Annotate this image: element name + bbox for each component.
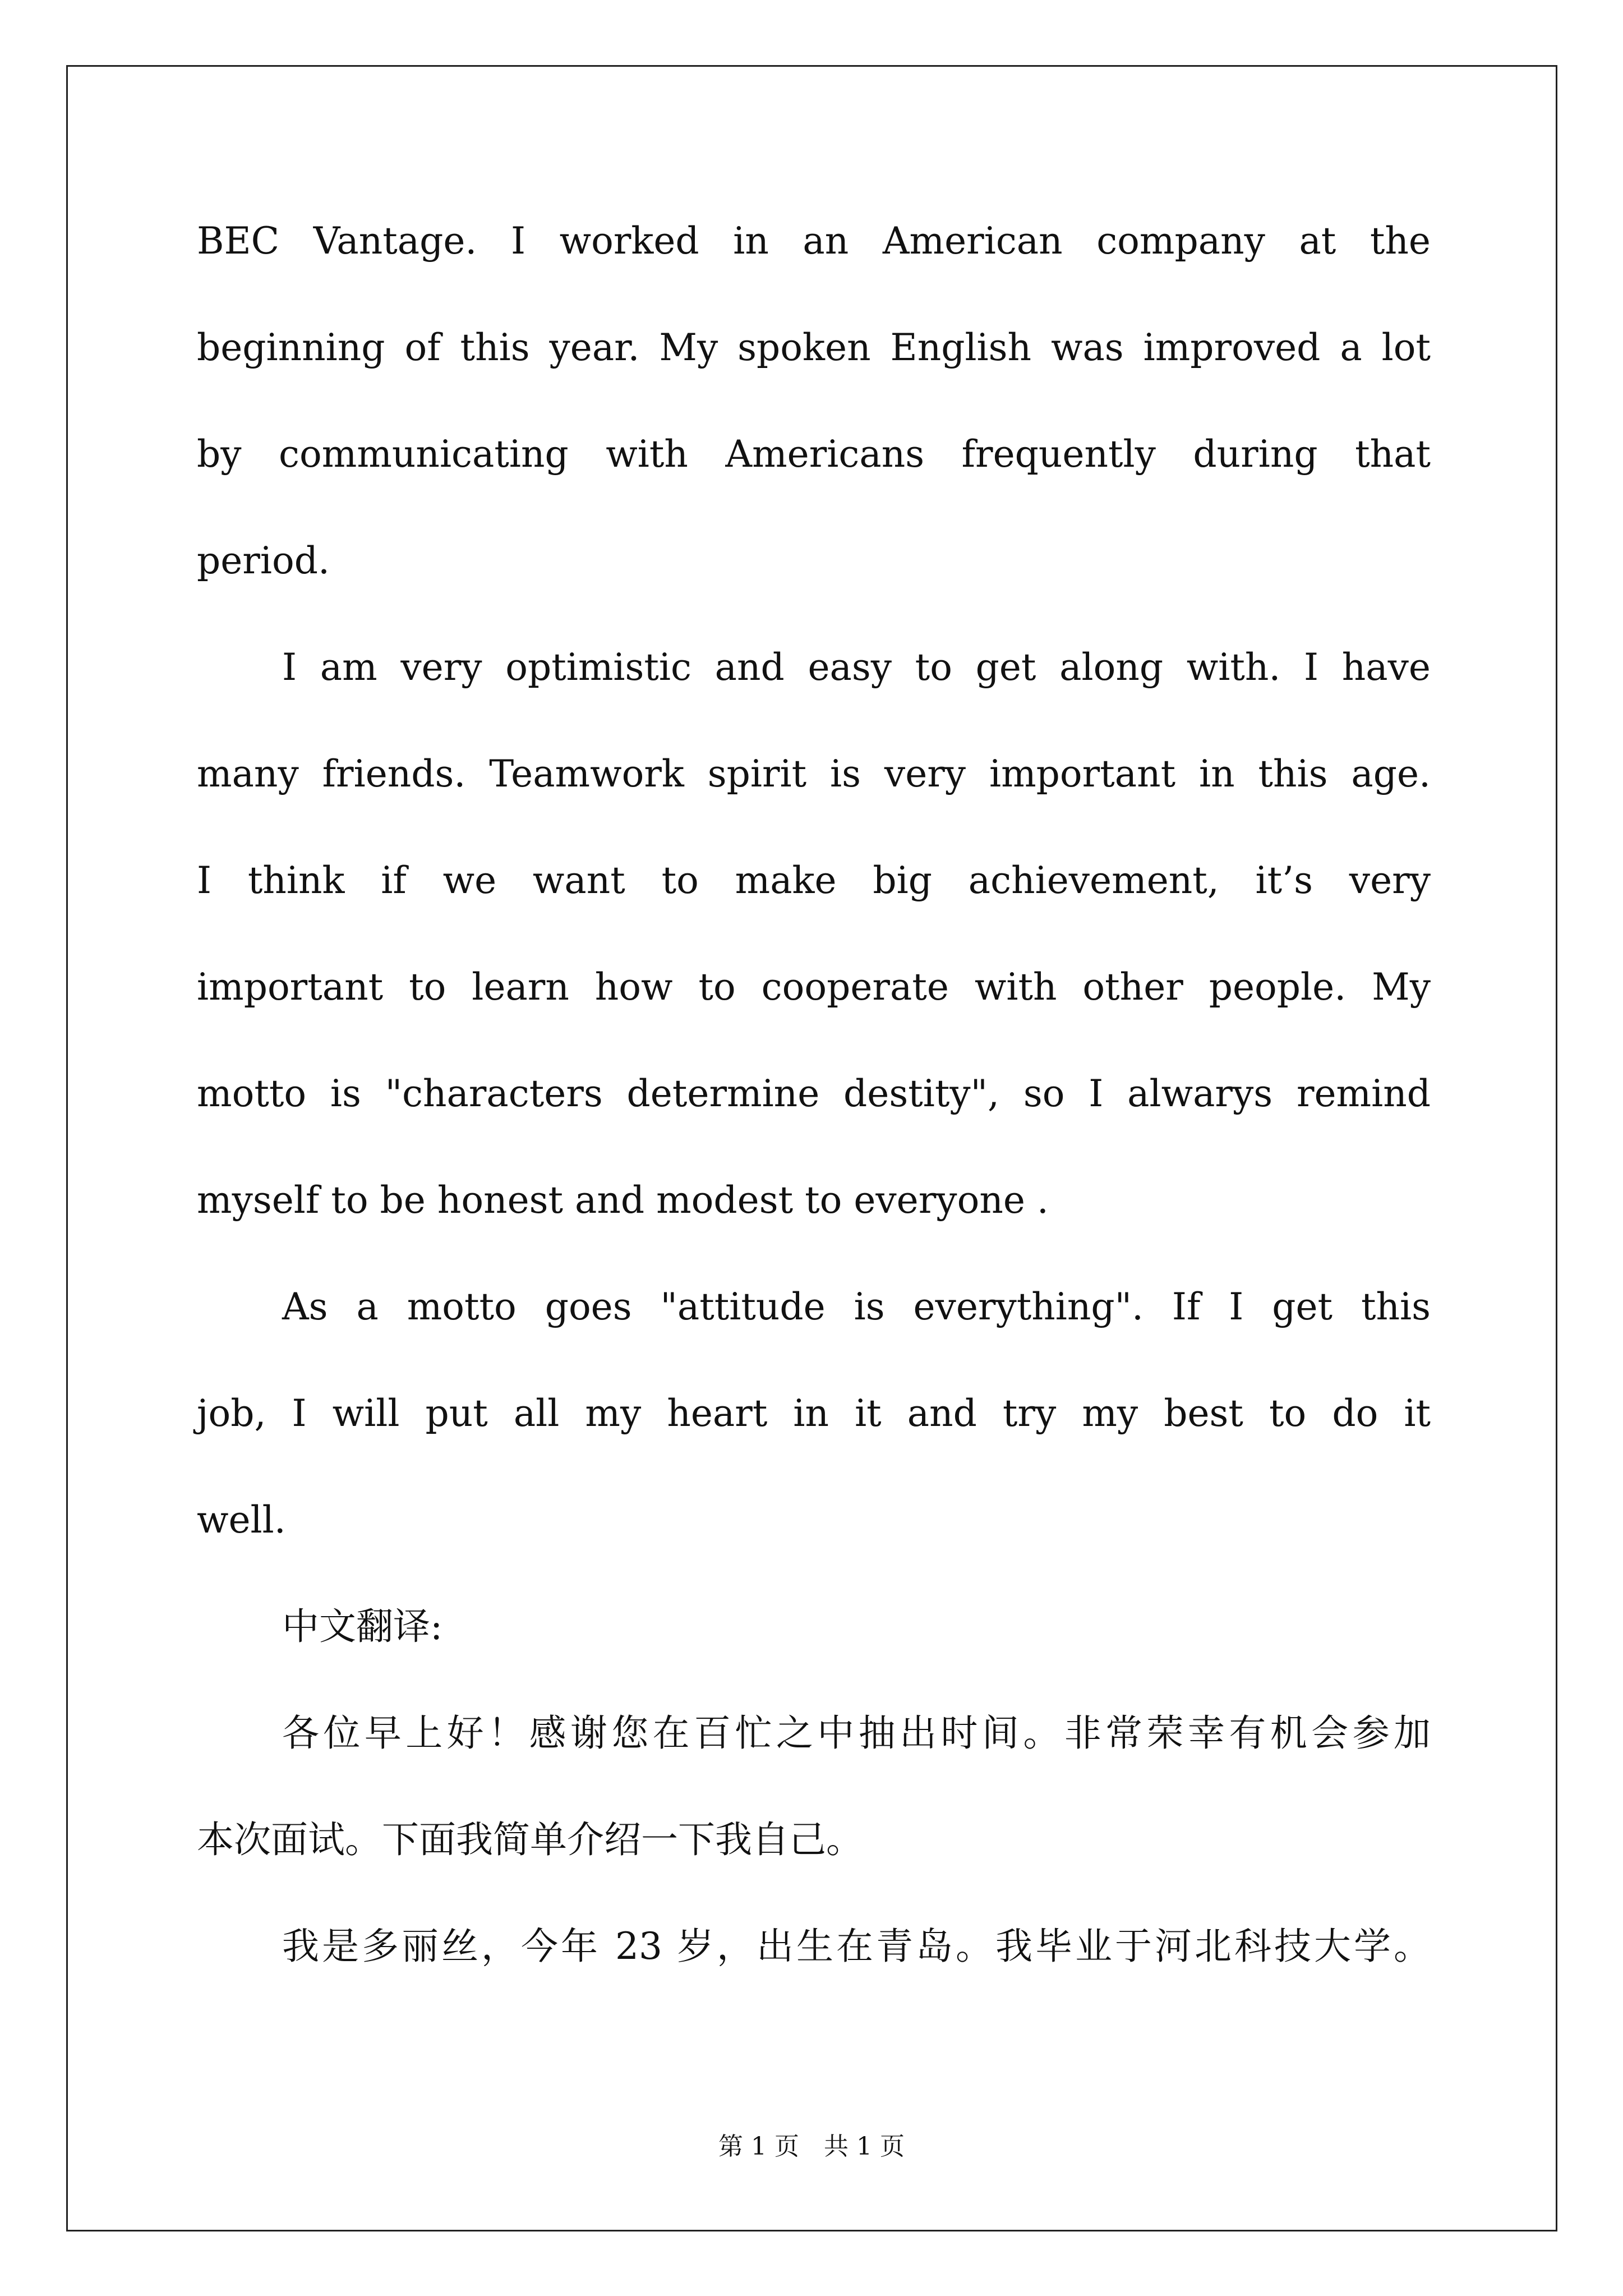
text-line-15: 各位早上好！感谢您在百忙之中抽出时间。非常荣幸有机会参加 <box>282 1711 1431 1755</box>
text-line-10: myself to be honest and modest to everyone . <box>197 1179 1049 1222</box>
text-line-3: by communicating with Americans frequently during that <box>197 432 1431 476</box>
text-line-5: I am very optimistic and easy to get along with. I have <box>282 646 1431 689</box>
text-line-16: 本次面试。下面我简单介绍一下我自己。 <box>197 1818 863 1861</box>
text-line-2: beginning of this year. My spoken English was improved a lot <box>197 326 1431 369</box>
text-line-17: 我是多丽丝，今年 23 岁，出生在青岛。我毕业于河北科技大学。 <box>282 1925 1431 1968</box>
text-line-8: important to learn how to cooperate with other people. My <box>197 965 1431 1009</box>
text-line-4: period. <box>197 539 330 582</box>
page-border <box>66 65 1557 2231</box>
text-line-7: I think if we want to make big achievement, it’s very <box>197 859 1431 902</box>
text-line-14: 中文翻译: <box>282 1605 443 1648</box>
text-line-13: well. <box>197 1498 286 1542</box>
text-line-6: many friends. Teamwork spirit is very important in this age. <box>197 752 1431 795</box>
page-number-footer: 第 1 页 共 1 页 <box>718 2132 905 2161</box>
text-line-11: As a motto goes "attitude is everything". If I get this <box>282 1285 1431 1328</box>
text-line-1: BEC Vantage. I worked in an American company at the <box>197 219 1431 263</box>
text-line-12: job, I will put all my heart in it and try my best to do it <box>197 1392 1431 1435</box>
text-line-9: motto is "characters determine destity", so I alwarys remind <box>197 1072 1431 1115</box>
